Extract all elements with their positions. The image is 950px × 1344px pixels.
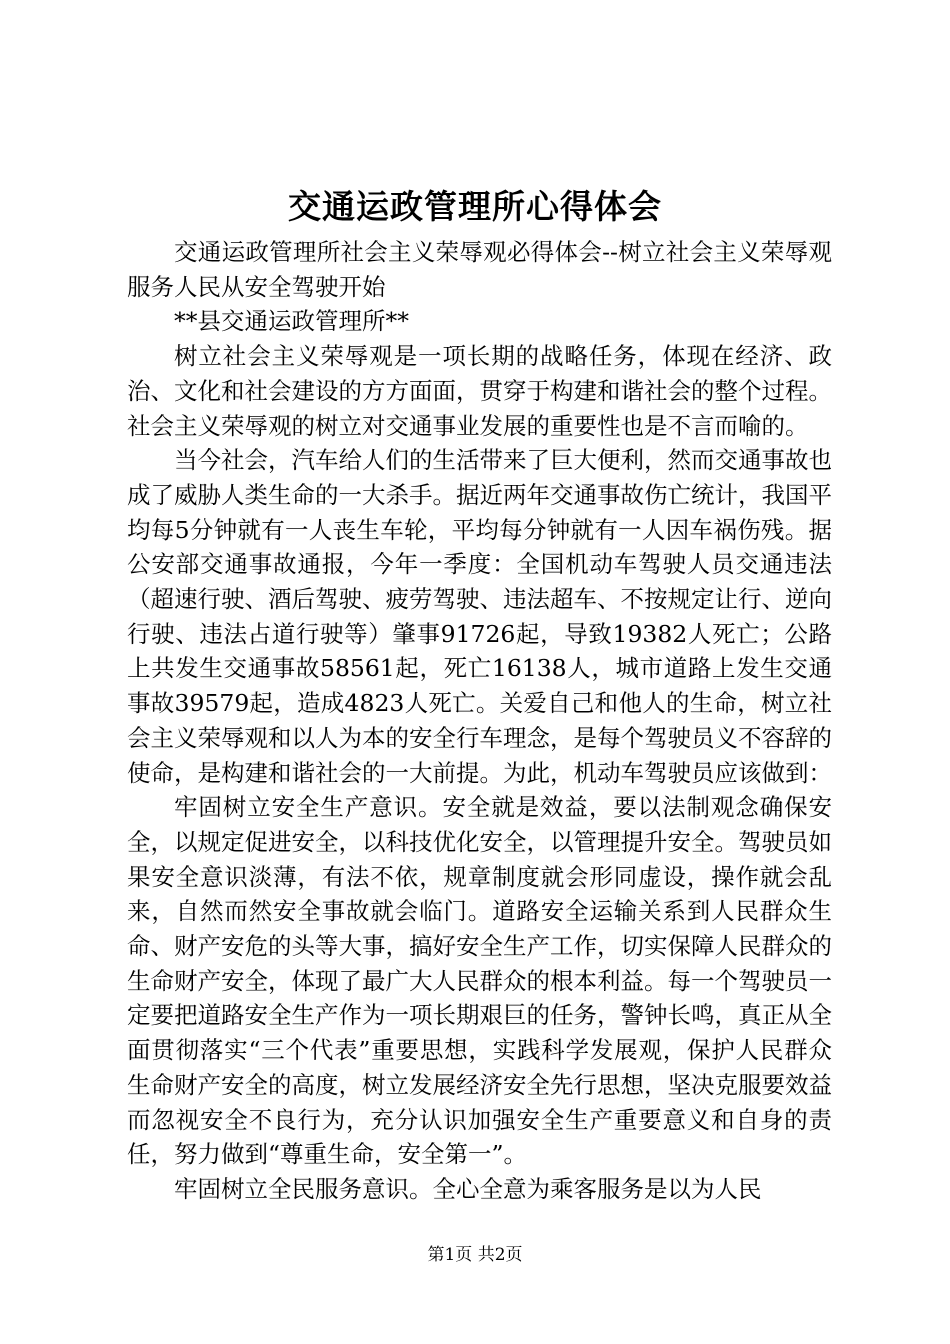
paragraph-subtitle: 交通运政管理所社会主义荣辱观必得体会--树立社会主义荣辱观服务人民从安全驾驶开始 bbox=[127, 238, 832, 301]
paragraph: 当今社会，汽车给人们的生活带来了巨大便利，然而交通事故也成了威胁人类生命的一大杀手。据近两年交通事故伤亡统计，我国平均每5分钟就有一人丧生车轮，平均每分钟就有一人因车祸伤残。据公安部交通事故通报，今年一季度：全国机动车驾驶人员交通违法（超速行驶、酒后驾驶、疲劳驾驶、违法超车、不按规定让行、逆向行驶、违法占道行驶等）肇事91726起，导致19382人死亡；公路上共发生交通事故58561起，死亡16138人，城市道路上发生交通事故39579起，造成4823人死亡。关爱自己和他人的生命，树立社会主义荣辱观和以人为本的安全行车理念，是每个驾驶员义不容辞的使命，是构建和谐社会的一大前提。为此，机动车驾驶员应该做到： bbox=[127, 446, 832, 787]
document-title: 交通运政管理所心得体会 bbox=[288, 187, 662, 226]
paragraph: 树立社会主义荣辱观是一项长期的战略任务，体现在经济、政治、文化和社会建设的方方面面，贯穿于构建和谐社会的整个过程。社会主义荣辱观的树立对交通事业发展的重要性也是不言而喻的。 bbox=[127, 342, 832, 440]
paragraph: 牢固树立安全生产意识。安全就是效益，要以法制观念确保安全，以规定促进安全，以科技优化安全，以管理提升安全。驾驶员如果安全意识淡薄，有法不依，规章制度就会形同虚设，操作就会乱来，自然而然安全事故就会临门。道路安全运输关系到人民群众生命、财产安危的头等大事，搞好安全生产工作，切实保障人民群众的生命财产安全，体现了最广大人民群众的根本利益。每一个驾驶员一定要把道路安全生产作为一项长期艰巨的任务，警钟长鸣，真正从全面贯彻落实“三个代表”重要思想，实践科学发展观，保护人民群众生命财产安全的高度，树立发展经济安全先行思想，坚决克服要效益而忽视安全不良行为，充分认识加强安全生产重要意义和自身的责任，努力做到“尊重生命，安全第一”。 bbox=[127, 793, 832, 1169]
paragraph: 牢固树立全民服务意识。全心全意为乘客服务是以为人民 bbox=[174, 1174, 762, 1203]
paragraph-author: **县交通运政管理所** bbox=[174, 307, 409, 336]
page-footer: 第1页 共2页 bbox=[427, 1245, 523, 1265]
document-body bbox=[127, 235, 832, 1207]
